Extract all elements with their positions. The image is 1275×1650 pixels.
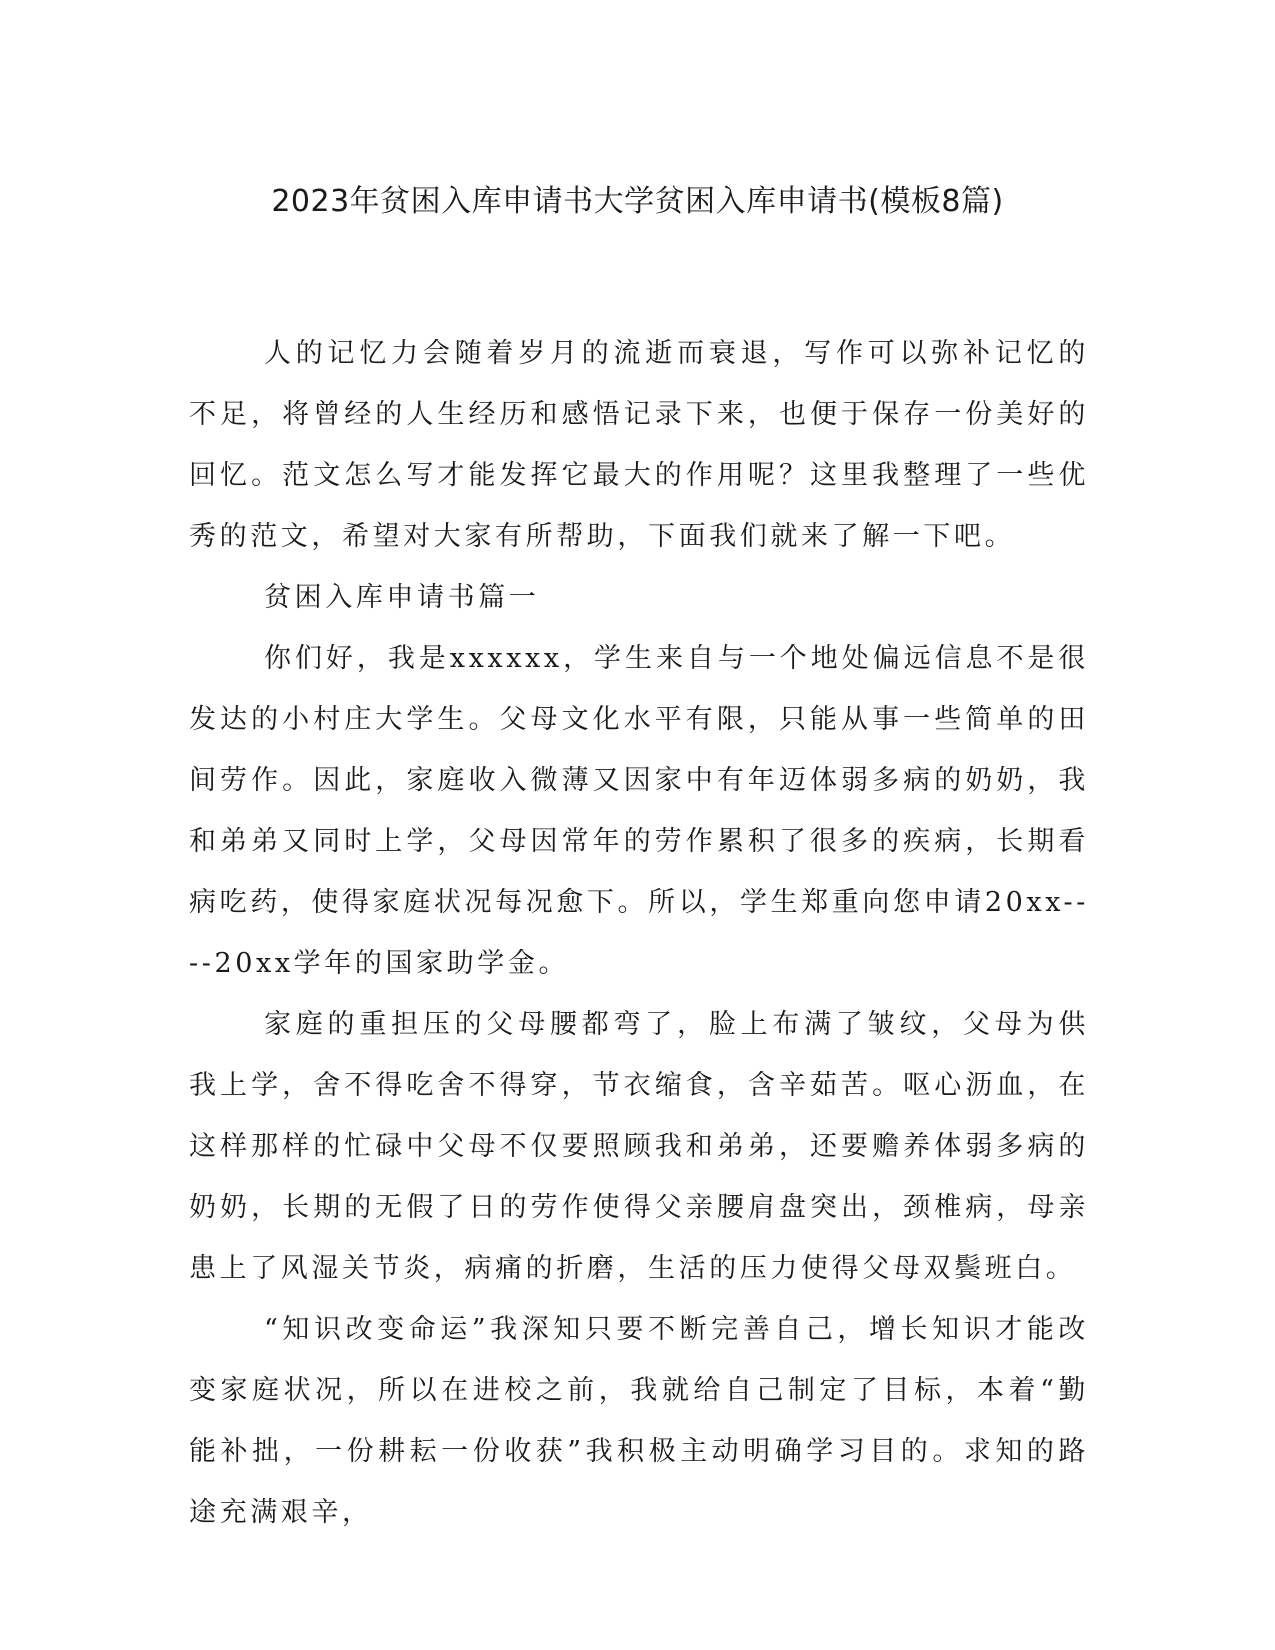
section-heading: 贫困入库申请书篇一: [264, 582, 540, 613]
intro-paragraph: 人的记忆力会随着岁月的流逝而衰退，写作可以弥补记忆的不足，将曾经的人生经历和感悟记录下来，也便于保存一份美好的回忆。范文怎么写才能发挥它最大的作用呢？这里我整理了一些优秀的范文，希望对大家有所帮助，下面我们就来了解一下吧。: [189, 338, 1089, 552]
body-paragraph-2: 家庭的重担压的父母腰都弯了，脸上布满了皱纹，父母为供我上学，舍不得吃舍不得穿，节衣缩食，含辛茹苦。呕心沥血，在这样那样的忙碌中父母不仅要照顾我和弟弟，还要赡养体弱多病的奶奶，长期的无假了日的劳作使得父亲腰肩盘突出，颈椎病，母亲患上了风湿关节炎，病痛的折磨，生活的压力使得父母双鬓班白。: [189, 1009, 1089, 1284]
body-paragraph-3: “知识改变命运”我深知只要不断完善自己，增长知识才能改变家庭状况，所以在进校之前，我就给自己制定了目标，本着“勤能补拙，一份耕耘一份收获”我积极主动明确学习目的。求知的路途充满艰辛，: [189, 1314, 1089, 1528]
document-body: [189, 323, 1089, 1543]
document-title: 2023年贫困入库申请书大学贫困入库申请书(模板8篇): [271, 184, 1004, 219]
body-paragraph-1: 你们好，我是xxxxxx，学生来自与一个地处偏远信息不是很发达的小村庄大学生。父母文化水平有限，只能从事一些简单的田间劳作。因此，家庭收入微薄又因家中有年迈体弱多病的奶奶，我和弟弟又同时上学，父母因常年的劳作累积了很多的疾病，长期看病吃药，使得家庭状况每况愈下。所以，学生郑重向您申请20xx----20xx学年的国家助学金。: [189, 643, 1089, 979]
